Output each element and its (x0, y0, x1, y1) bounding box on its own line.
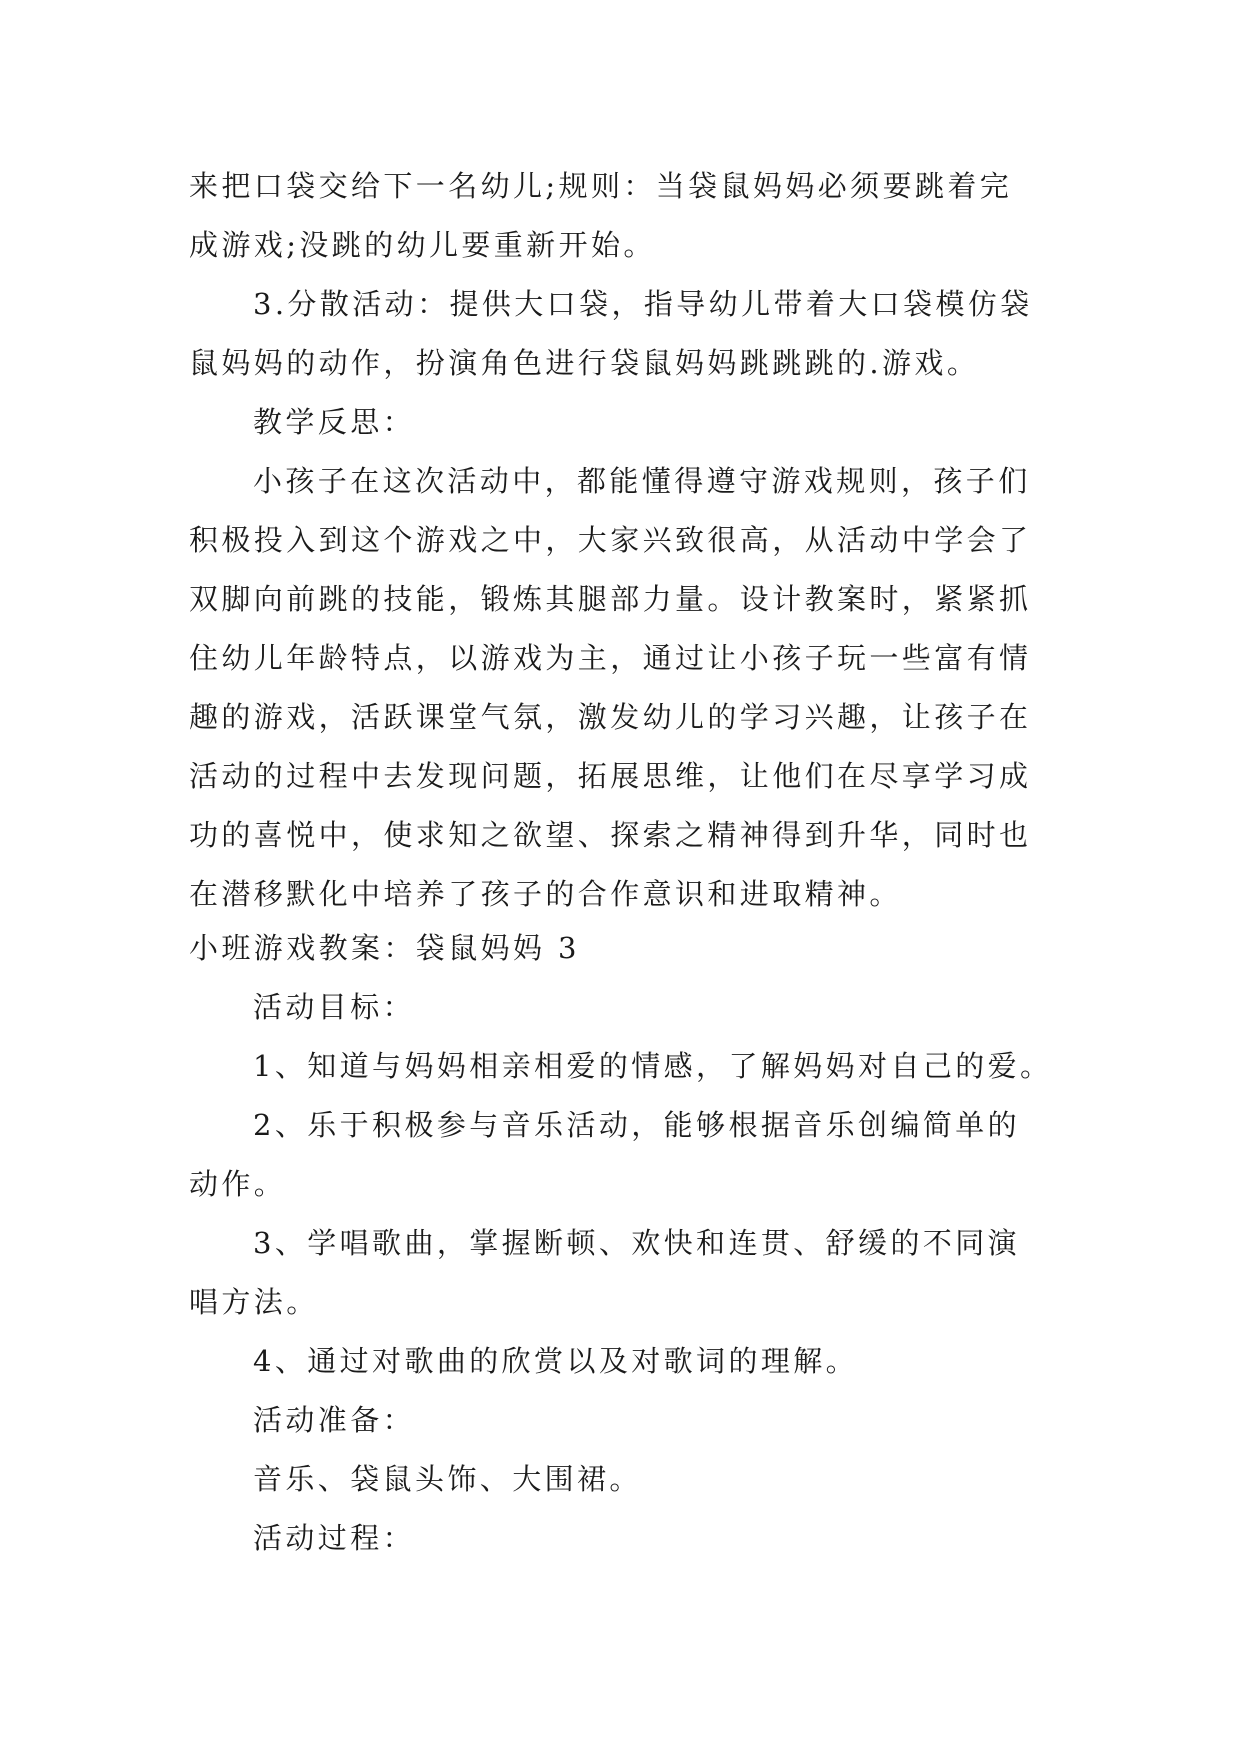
body-text-line: 来把口袋交给下一名幼儿;规则：当袋鼠妈妈必须要跳着完 (189, 169, 1013, 203)
section-heading-preparation: 活动准备： (253, 1403, 416, 1437)
list-item-goal-4: 4、通过对歌曲的欣赏以及对歌词的理解。 (253, 1344, 859, 1378)
body-text-line: 鼠妈妈的动作，扮演角色进行袋鼠妈妈跳跳跳的.游戏。 (189, 346, 980, 380)
body-text-line: 动作。 (189, 1167, 287, 1201)
body-text-line: 音乐、袋鼠头饰、大围裙。 (253, 1462, 642, 1496)
section-heading-reflection: 教学反思： (253, 405, 416, 439)
section-title: 小班游戏教案：袋鼠妈妈 3 (189, 931, 580, 965)
body-text-line: 功的喜悦中，使求知之欲望、探索之精神得到升华，同时也 (189, 818, 1032, 852)
body-text-line: 小孩子在这次活动中，都能懂得遵守游戏规则，孩子们 (253, 464, 1031, 498)
body-text-line: 活动的过程中去发现问题，拓展思维，让他们在尽享学习成 (189, 759, 1032, 793)
list-item-goal-3: 3、学唱歌曲，掌握断顿、欢快和连贯、舒缓的不同演 (253, 1226, 1021, 1260)
list-item-step-3: 3.分散活动：提供大口袋，指导幼儿带着大口袋模仿袋 (253, 287, 1033, 321)
body-text-line: 成游戏;没跳的幼儿要重新开始。 (189, 228, 656, 262)
section-heading-goals: 活动目标： (253, 990, 416, 1024)
body-text-line: 住幼儿年龄特点，以游戏为主，通过让小孩子玩一些富有情 (189, 641, 1032, 675)
body-text-line: 唱方法。 (189, 1285, 319, 1319)
list-item-goal-2: 2、乐于积极参与音乐活动，能够根据音乐创编简单的 (253, 1108, 1021, 1142)
body-text-line: 积极投入到这个游戏之中，大家兴致很高，从活动中学会了 (189, 523, 1032, 557)
body-text-line: 双脚向前跳的技能，锻炼其腿部力量。设计教案时，紧紧抓 (189, 582, 1032, 616)
list-item-goal-1: 1、知道与妈妈相亲相爱的情感，了解妈妈对自己的爱。 (253, 1049, 1053, 1083)
body-text-line: 在潜移默化中培养了孩子的合作意识和进取精神。 (189, 877, 902, 911)
body-text-line: 趣的游戏，活跃课堂气氛，激发幼儿的学习兴趣，让孩子在 (189, 700, 1032, 734)
section-heading-process: 活动过程： (253, 1521, 416, 1555)
